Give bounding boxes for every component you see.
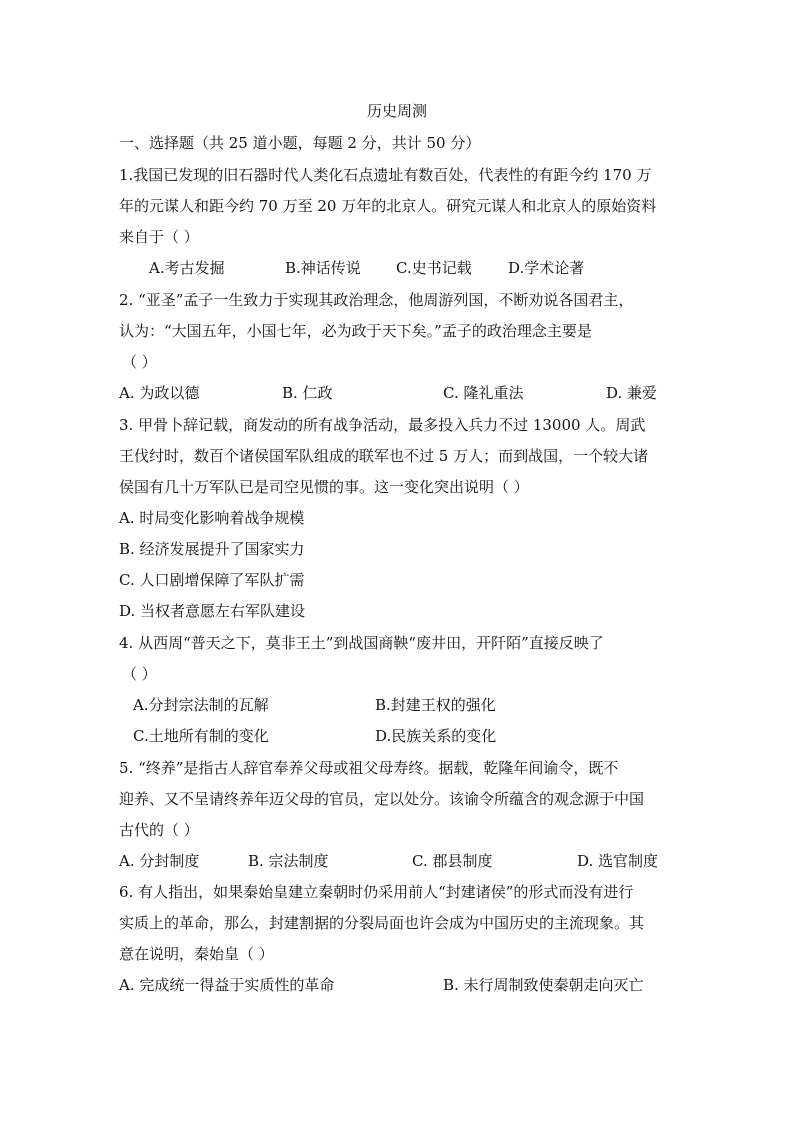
question-2-option-b[interactable]: B. 仁政: [282, 384, 333, 402]
question-4-line-2: （ ）: [122, 665, 157, 683]
question-4-option-c[interactable]: C.土地所有制的变化: [133, 727, 269, 745]
page-title: 历史周测: [366, 102, 427, 120]
question-2-line-2: 认为：“大国五年，小国七年，必为政于天下矣。”孟子的政治理念主要是: [119, 322, 592, 340]
question-2-option-d[interactable]: D. 兼爱: [606, 384, 658, 402]
question-3-option-a[interactable]: A. 时局变化影响着战争规模: [119, 509, 305, 527]
question-3-line-2: 王伐纣时，数百个诸侯国军队组成的联军也不过 5 万人；而到战国，一个较大诸: [119, 447, 649, 465]
question-6-line-3: 意在说明，秦始皇（ ）: [119, 945, 274, 963]
question-1-option-d[interactable]: D.学术论著: [508, 259, 585, 277]
question-6-line-1: 6. 有人指出，如果秦始皇建立秦朝时仍采用前人“封建诸侯”的形式而没有进行: [119, 883, 634, 901]
question-4-line-1: 4. 从西周“普天之下，莫非王土”到战国商鞅“废井田，开阡陌”直接反映了: [119, 634, 604, 652]
question-1-option-c[interactable]: C.史书记载: [396, 259, 472, 277]
question-2-line-3: （ ）: [122, 353, 157, 371]
question-5-option-a[interactable]: A. 分封制度: [119, 852, 200, 870]
question-3-option-c[interactable]: C. 人口剧增保障了军队扩需: [119, 571, 305, 589]
question-5-option-c[interactable]: C. 郡县制度: [412, 852, 493, 870]
question-5-option-b[interactable]: B. 宗法制度: [248, 852, 329, 870]
question-3-line-3: 侯国有几十万军队已是司空见惯的事。这一变化突出说明（ ）: [119, 478, 529, 496]
question-3-option-b[interactable]: B. 经济发展提升了国家实力: [119, 540, 305, 558]
question-1-option-a[interactable]: A.考古发掘: [149, 259, 225, 277]
question-1-line-1: 1.我国已发现的旧石器时代人类化石点遗址有数百处，代表性的有距今约 170 万: [119, 166, 652, 184]
question-4-option-d[interactable]: D.民族关系的变化: [375, 727, 497, 745]
question-3-option-d[interactable]: D. 当权者意愿左右军队建设: [119, 602, 306, 620]
question-6-option-b[interactable]: B. 未行周制致使秦朝走向灭亡: [443, 976, 644, 994]
question-1-option-b[interactable]: B.神话传说: [285, 259, 361, 277]
question-6-line-2: 实质上的革命，那么，封建割据的分裂局面也许会成为中国历史的主流现象。其: [119, 914, 645, 932]
question-2-line-1: 2. “亚圣”孟子一生致力于实现其政治理念，他周游列国，不断劝说各国君主，: [119, 291, 634, 309]
question-1-line-2: 年的元谋人和距今约 70 万至 20 万年的北京人。研究元谋人和北京人的原始资料: [119, 197, 657, 215]
question-4-option-b[interactable]: B.封建王权的强化: [375, 696, 496, 714]
section-heading: 一、选择题（共 25 道小题，每题 2 分，共计 50 分）: [119, 134, 481, 152]
question-2-option-c[interactable]: C. 隆礼重法: [443, 384, 524, 402]
question-4-option-a[interactable]: A.分封宗法制的瓦解: [133, 696, 269, 714]
question-2-option-a[interactable]: A. 为政以德: [119, 384, 200, 402]
question-3-line-1: 3. 甲骨卜辞记载，商发动的所有战争活动，最多投入兵力不过 13000 人。周武: [119, 416, 646, 434]
question-5-line-2: 迎养、又不呈请终养年迈父母的官员，定以处分。该谕令所蕴含的观念源于中国: [119, 790, 645, 808]
question-1-line-3: 来自于（ ）: [119, 228, 199, 246]
question-5-line-3: 古代的（ ）: [119, 821, 199, 839]
question-5-option-d[interactable]: D. 选官制度: [577, 852, 659, 870]
question-6-option-a[interactable]: A. 完成统一得益于实质性的革命: [119, 976, 335, 994]
question-5-line-1: 5. “终养”是指古人辞官奉养父母或祖父母寿终。据载，乾隆年间谕令，既不: [119, 759, 619, 777]
